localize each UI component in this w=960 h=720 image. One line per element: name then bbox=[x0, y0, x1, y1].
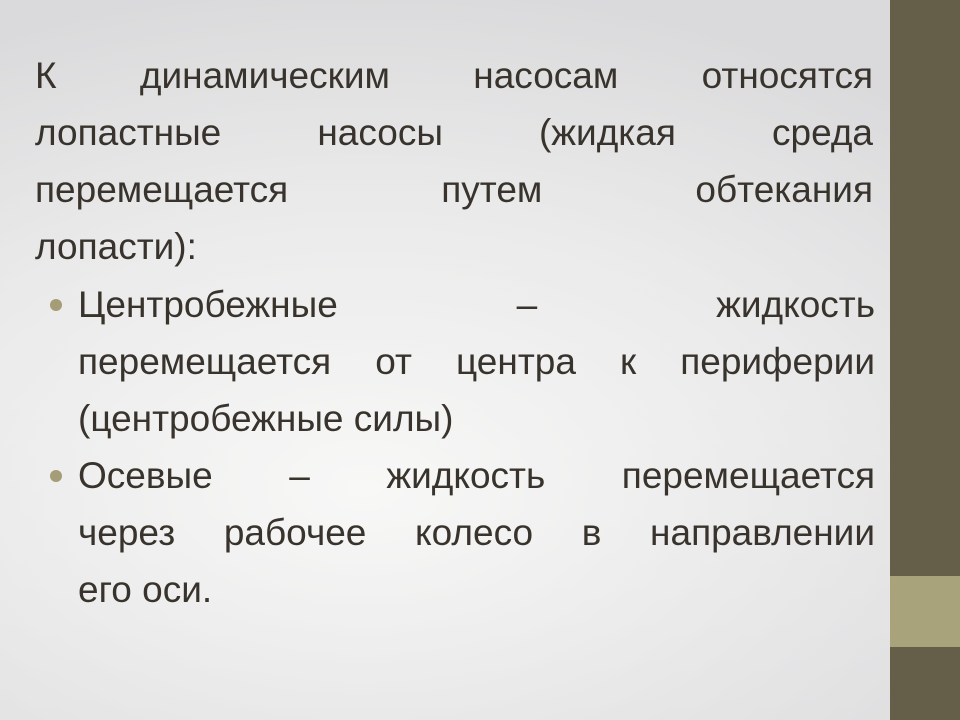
bullet-dot-icon bbox=[50, 299, 62, 311]
intro-line: лопастные насосы (жидкая среда bbox=[35, 112, 873, 153]
bullet-line: (центробежные силы) bbox=[78, 398, 454, 439]
bullet-line: Центробежные – жидкость bbox=[78, 284, 875, 325]
intro-line: лопасти): bbox=[35, 226, 197, 267]
bullet-line: перемещается от центра к периферии bbox=[78, 341, 875, 382]
intro-paragraph bbox=[35, 47, 873, 275]
bullet-line: через рабочее колесо в направлении bbox=[78, 512, 875, 553]
intro-line: К динамическим насосам относятся bbox=[35, 55, 873, 96]
bullet-line: его оси. bbox=[78, 569, 213, 610]
bullet-item-axial bbox=[35, 447, 875, 618]
accent-square bbox=[890, 576, 960, 647]
bullet-item-centrifugal bbox=[35, 276, 875, 447]
bullet-list bbox=[35, 276, 875, 618]
right-sidebar-decoration bbox=[890, 0, 960, 720]
intro-line: перемещается путем обтекания bbox=[35, 169, 873, 210]
bullet-line: Осевые – жидкость перемещается bbox=[78, 455, 875, 496]
bullet-dot-icon bbox=[50, 470, 62, 482]
